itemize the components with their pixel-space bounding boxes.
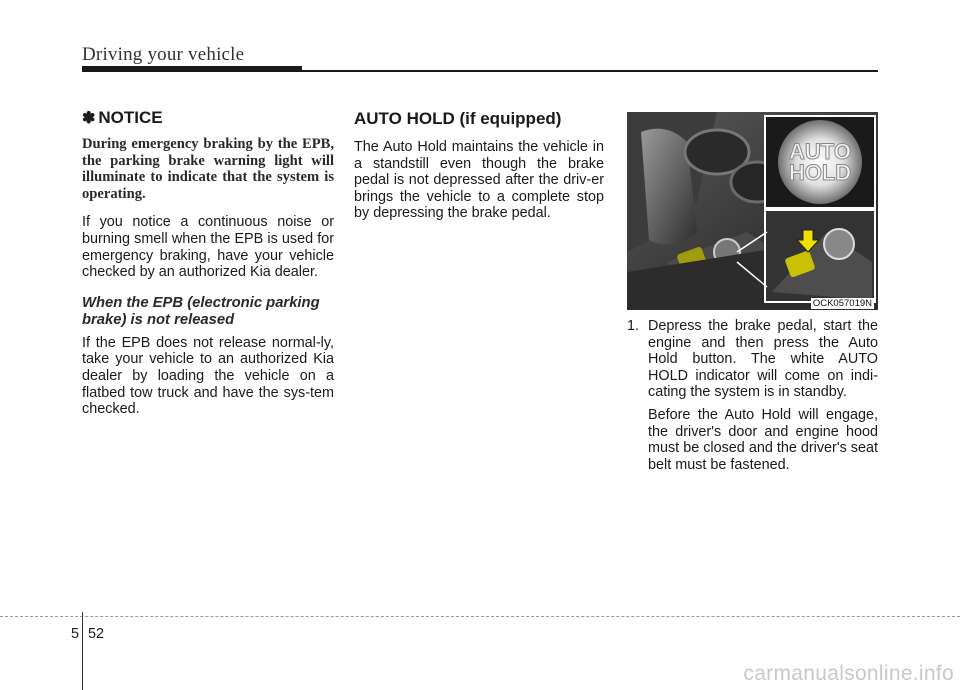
epb-not-released-paragraph: If the EPB does not release normal-ly, take your vehicle to an authorized Kia dealer by loading the vehicle on a flatbed tow truck and have the sys-tem checked.	[82, 334, 334, 418]
step-text: Depress the brake pedal, start the engine and then press the Auto Hold button. The white AUTO HOLD indicator will come on indi-cating the system is in standby.	[648, 318, 878, 401]
running-header: Driving your vehicle	[82, 44, 245, 65]
auto-hold-paragraph: The Auto Hold maintains the vehicle in a standstill even though the brake pedal is not depressed after the driv-er brings the vehicle to a complete stop by depressing the brake pedal.	[354, 139, 604, 222]
header-rule	[302, 70, 878, 72]
footer-rule	[0, 616, 960, 617]
auto-hold-figure	[627, 112, 878, 310]
auto-hold-steps	[627, 318, 878, 479]
auto-hold-indicator-line1: AUTO	[789, 139, 851, 164]
chapter-number: 5	[71, 626, 80, 642]
notice-bold-text: During emergency braking by the EPB, the parking brake warning light will illuminate to indicate that the system is operating.	[82, 136, 334, 202]
notice-heading	[82, 108, 334, 128]
auto-hold-heading: AUTO HOLD (if equipped)	[354, 109, 562, 128]
middle-column	[354, 108, 604, 234]
console-illustration	[627, 112, 878, 310]
figure-code: OCK057019N	[812, 298, 872, 309]
left-column	[82, 108, 334, 430]
page-number: 52	[88, 626, 105, 642]
footer-divider	[82, 612, 83, 690]
auto-hold-indicator-line2: HOLD	[788, 160, 852, 185]
watermark: carmanualsonline.info	[743, 662, 954, 685]
notice-heading-label: NOTICE	[98, 108, 163, 127]
step-item	[627, 318, 878, 479]
step-note: Before the Auto Hold will engage, the driver's door and engine hood must be closed and the driver's seat belt must be fastened.	[648, 406, 878, 473]
step-body	[648, 318, 878, 479]
epb-not-released-heading: When the EPB (electronic parking brake) is not released	[82, 294, 320, 328]
notice-star-icon: ✽	[82, 110, 96, 127]
header-bar	[82, 66, 302, 72]
step-number: 1.	[627, 318, 640, 334]
notice-paragraph: If you notice a continuous noise or burning smell when the EPB is used for emergency braking, have your vehicle checked by an authorized Kia dealer.	[82, 214, 334, 281]
